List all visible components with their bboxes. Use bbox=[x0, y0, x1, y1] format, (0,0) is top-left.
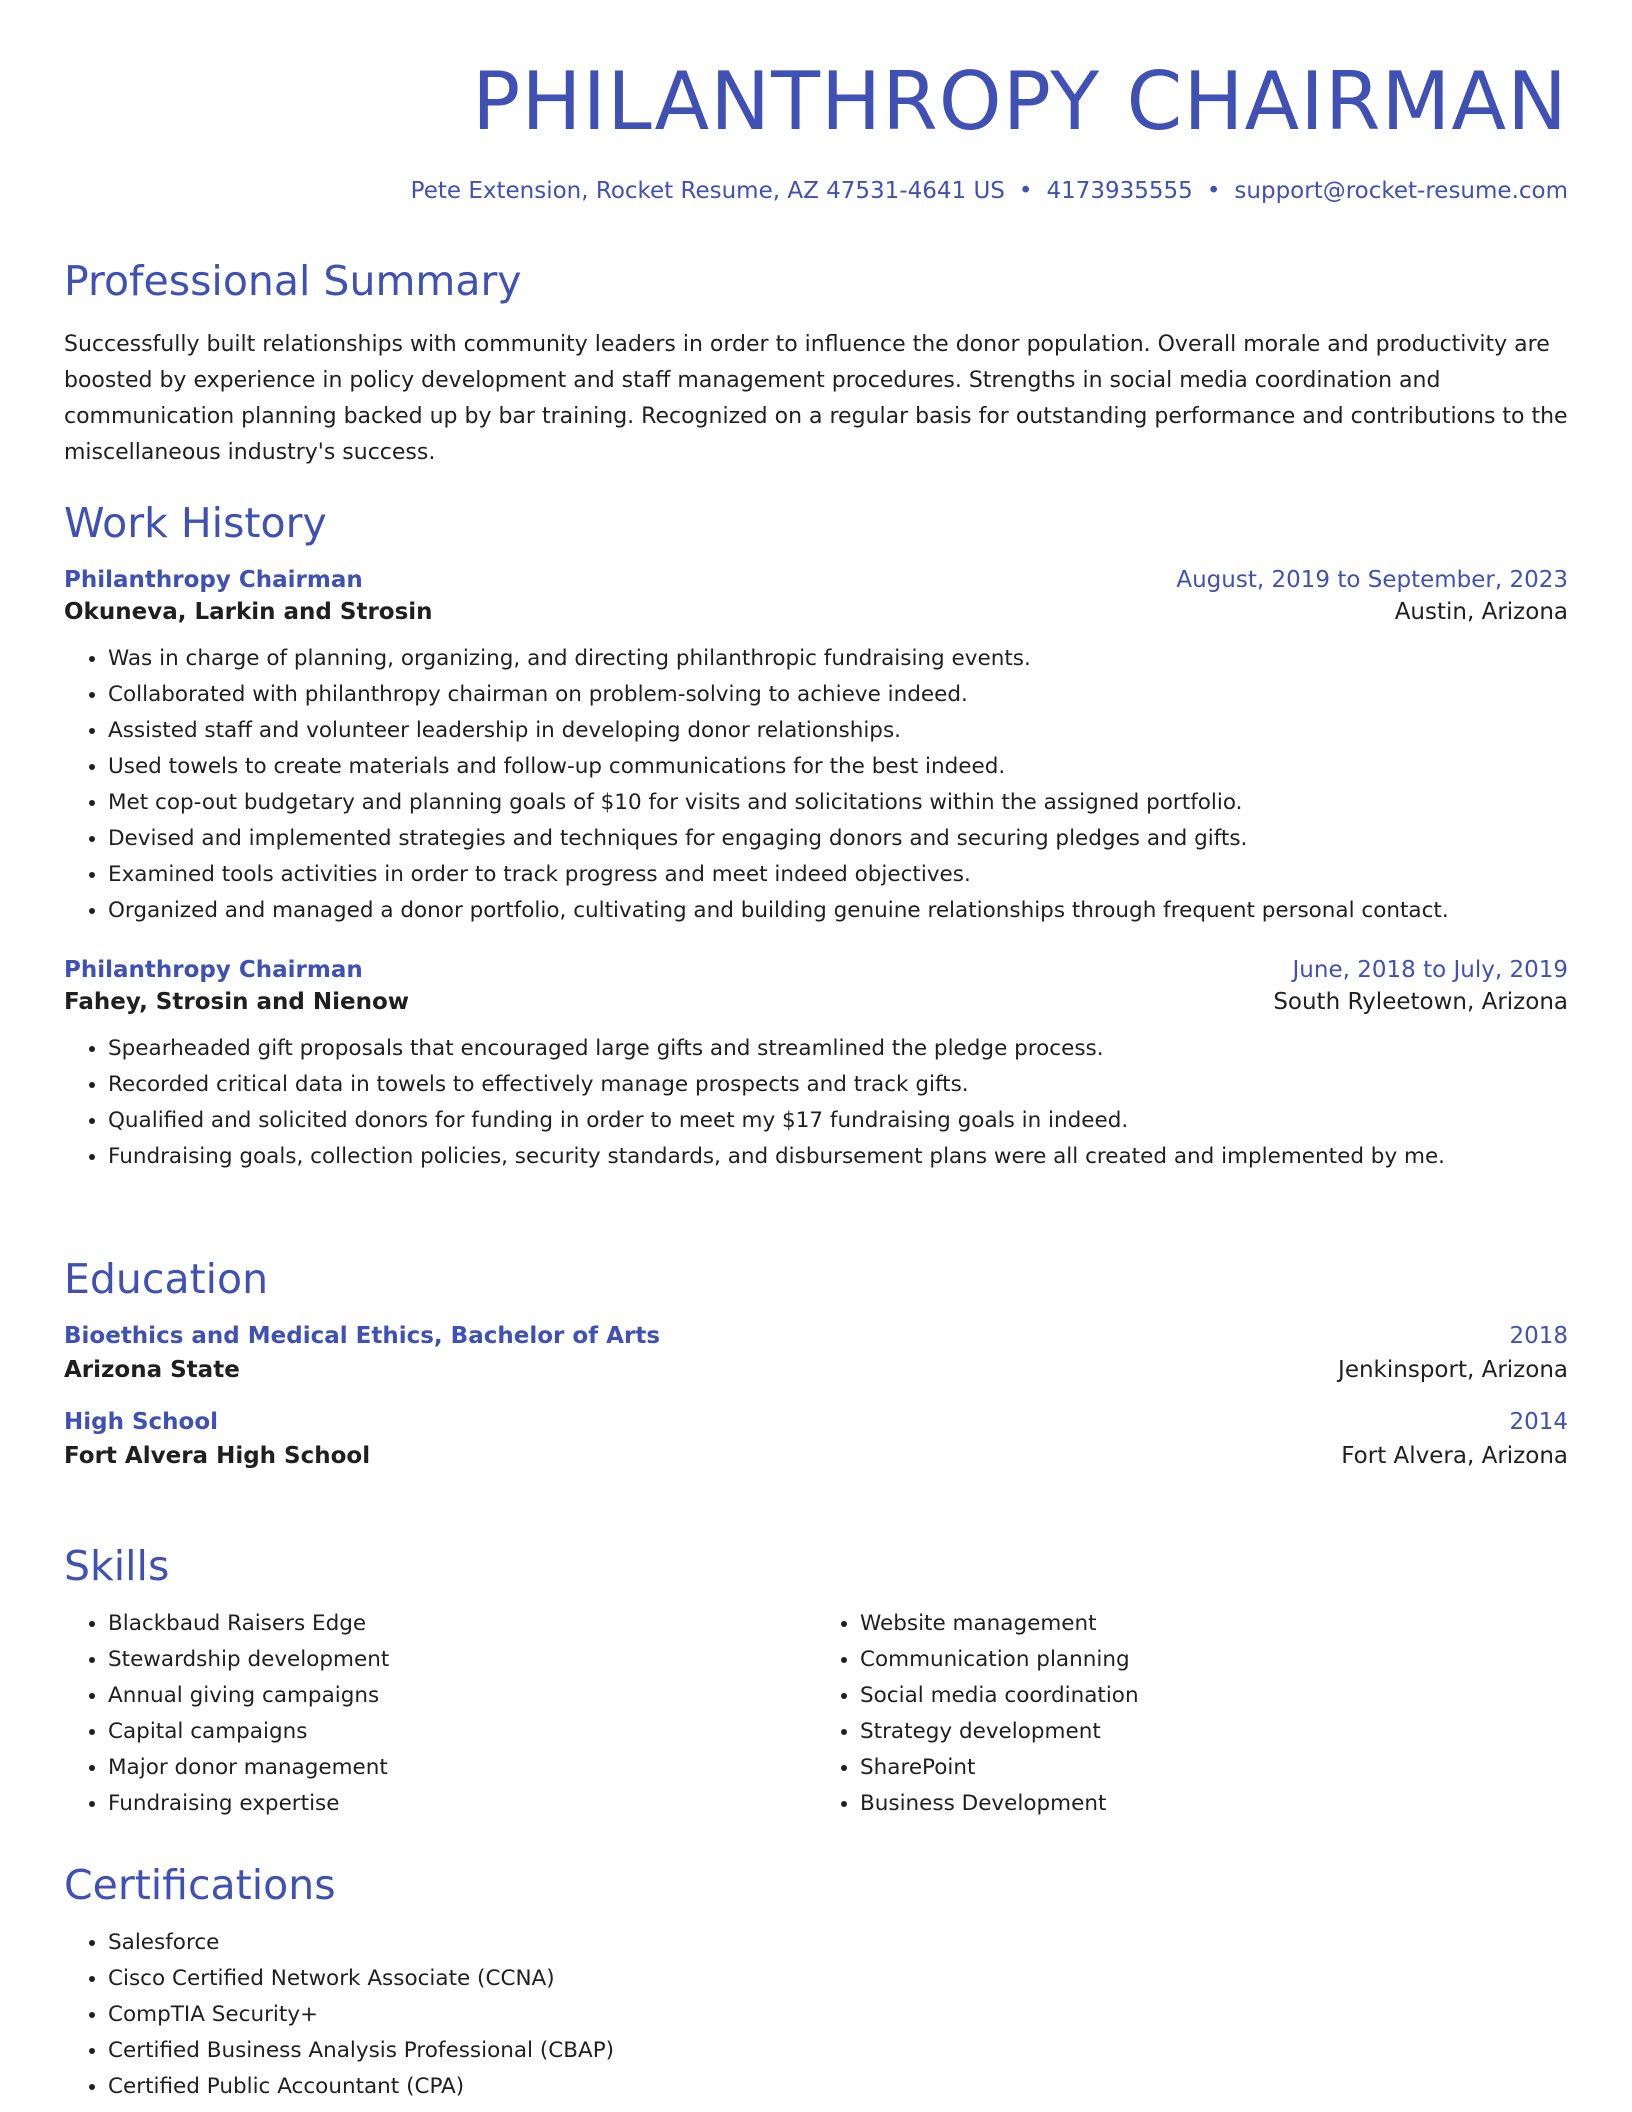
education-header-row bbox=[64, 1409, 1568, 1435]
section-heading-education: Education bbox=[64, 1255, 269, 1303]
contact-separator: • bbox=[1018, 178, 1033, 204]
skill-item: • Website management bbox=[860, 1606, 1568, 1642]
skill-item: • Major donor management bbox=[108, 1750, 816, 1786]
education-section bbox=[64, 1256, 1568, 1469]
job-bullet: • Recorded critical data in towels to effectively manage prospects and track gifts. bbox=[108, 1067, 1568, 1103]
skill-item: • Communication planning bbox=[860, 1642, 1568, 1678]
education-school: Fort Alvera High School bbox=[64, 1443, 371, 1470]
section-heading-skills: Skills bbox=[64, 1542, 170, 1590]
job-bullet: • Met cop-out budgetary and planning goals of $10 for visits and solicitations within the assigned portfolio. bbox=[108, 785, 1568, 821]
job-entry bbox=[64, 567, 1568, 929]
certification-item: • Certified Business Analysis Professional (CBAP) bbox=[108, 2033, 1568, 2069]
resume-title: PHILANTHROPY CHAIRMAN bbox=[472, 55, 1568, 148]
job-bullet: • Assisted staff and volunteer leadership in developing donor relationships. bbox=[108, 713, 1568, 749]
job-bullet: • Devised and implemented strategies and techniques for engaging donors and securing pledges and gifts. bbox=[108, 821, 1568, 857]
job-title: Philanthropy Chairman bbox=[64, 957, 363, 984]
job-company: Fahey, Strosin and Nienow bbox=[64, 989, 409, 1016]
job-company-row bbox=[64, 989, 1568, 1015]
job-company: Okuneva, Larkin and Strosin bbox=[64, 599, 433, 626]
job-bullet: • Organized and managed a donor portfolio, cultivating and building genuine relationships through frequent personal contact. bbox=[108, 893, 1568, 929]
skills-list-left bbox=[64, 1606, 816, 1822]
education-header-row bbox=[64, 1323, 1568, 1349]
job-bullets bbox=[64, 1031, 1568, 1175]
job-header-row bbox=[64, 567, 1568, 593]
contact-email: support@rocket-resume.com bbox=[1234, 178, 1568, 204]
skill-item: • Blackbaud Raisers Edge bbox=[108, 1606, 816, 1642]
skill-item: • Social media coordination bbox=[860, 1678, 1568, 1714]
education-school-row bbox=[64, 1357, 1568, 1383]
job-dates: June, 2018 to July, 2019 bbox=[1292, 957, 1568, 984]
contact-address: Pete Extension, Rocket Resume, AZ 47531-4641 US bbox=[410, 178, 1005, 204]
education-school: Arizona State bbox=[64, 1357, 240, 1384]
certification-item: • Certified Public Accountant (CPA) bbox=[108, 2069, 1568, 2105]
education-school-row bbox=[64, 1443, 1568, 1469]
skill-item: • Annual giving campaigns bbox=[108, 1678, 816, 1714]
education-entry bbox=[64, 1409, 1568, 1469]
job-location: South Ryleetown, Arizona bbox=[1273, 989, 1568, 1016]
summary-section bbox=[64, 258, 1568, 471]
section-heading-summary: Professional Summary bbox=[64, 257, 522, 305]
job-bullet: • Collaborated with philanthropy chairman on problem-solving to achieve indeed. bbox=[108, 677, 1568, 713]
education-degree: Bioethics and Medical Ethics, Bachelor of Arts bbox=[64, 1323, 661, 1350]
job-bullet: • Fundraising goals, collection policies, security standards, and disbursement plans were all created and implemented by me. bbox=[108, 1139, 1568, 1175]
section-heading-work: Work History bbox=[64, 499, 327, 547]
skill-item: • Strategy development bbox=[860, 1714, 1568, 1750]
job-title: Philanthropy Chairman bbox=[64, 567, 363, 594]
job-bullet: • Was in charge of planning, organizing, and directing philanthropic fundraising events. bbox=[108, 641, 1568, 677]
job-bullet: • Qualified and solicited donors for funding in order to meet my $17 fundraising goals in indeed. bbox=[108, 1103, 1568, 1139]
certification-item: • CompTIA Security+ bbox=[108, 1997, 1568, 2033]
skill-item: • Business Development bbox=[860, 1786, 1568, 1822]
job-header-row bbox=[64, 957, 1568, 983]
job-dates: August, 2019 to September, 2023 bbox=[1176, 567, 1568, 594]
job-bullet: • Spearheaded gift proposals that encouraged large gifts and streamlined the pledge process. bbox=[108, 1031, 1568, 1067]
contact-line bbox=[64, 178, 1568, 204]
education-year: 2018 bbox=[1509, 1323, 1568, 1350]
skill-item: • Stewardship development bbox=[108, 1642, 816, 1678]
education-location: Fort Alvera, Arizona bbox=[1341, 1443, 1568, 1470]
skill-item: • SharePoint bbox=[860, 1750, 1568, 1786]
certification-item: • Cisco Certified Network Associate (CCNA) bbox=[108, 1961, 1568, 1997]
education-entry bbox=[64, 1323, 1568, 1383]
skills-section bbox=[64, 1543, 1568, 1822]
education-degree: High School bbox=[64, 1409, 219, 1436]
certifications-list bbox=[64, 1925, 1568, 2105]
work-section bbox=[64, 500, 1568, 1175]
certifications-section bbox=[64, 1862, 1568, 2105]
education-year: 2014 bbox=[1509, 1409, 1568, 1436]
job-bullet: • Used towels to create materials and follow-up communications for the best indeed. bbox=[108, 749, 1568, 785]
certification-item: • Salesforce bbox=[108, 1925, 1568, 1961]
summary-text: Successfully built relationships with community leaders in order to influence the donor population. Overall morale and productivity are boosted by experience in policy development and staff management procedures. Strengths in social media coordination and communication planning backed up by bar training. Recognized on a regular basis for outstanding performance and contributions to the miscellaneous industry's success. bbox=[64, 332, 1568, 466]
job-entry bbox=[64, 957, 1568, 1175]
skills-grid bbox=[64, 1606, 1568, 1822]
job-location: Austin, Arizona bbox=[1394, 599, 1568, 626]
job-company-row bbox=[64, 599, 1568, 625]
skill-item: • Fundraising expertise bbox=[108, 1786, 816, 1822]
contact-phone: 4173935555 bbox=[1046, 178, 1193, 204]
section-heading-certifications: Certifications bbox=[64, 1861, 336, 1909]
education-location: Jenkinsport, Arizona bbox=[1338, 1357, 1568, 1384]
contact-separator: • bbox=[1206, 178, 1221, 204]
job-bullets bbox=[64, 641, 1568, 929]
skills-list-right bbox=[816, 1606, 1568, 1822]
job-bullet: • Examined tools activities in order to track progress and meet indeed objectives. bbox=[108, 857, 1568, 893]
skill-item: • Capital campaigns bbox=[108, 1714, 816, 1750]
